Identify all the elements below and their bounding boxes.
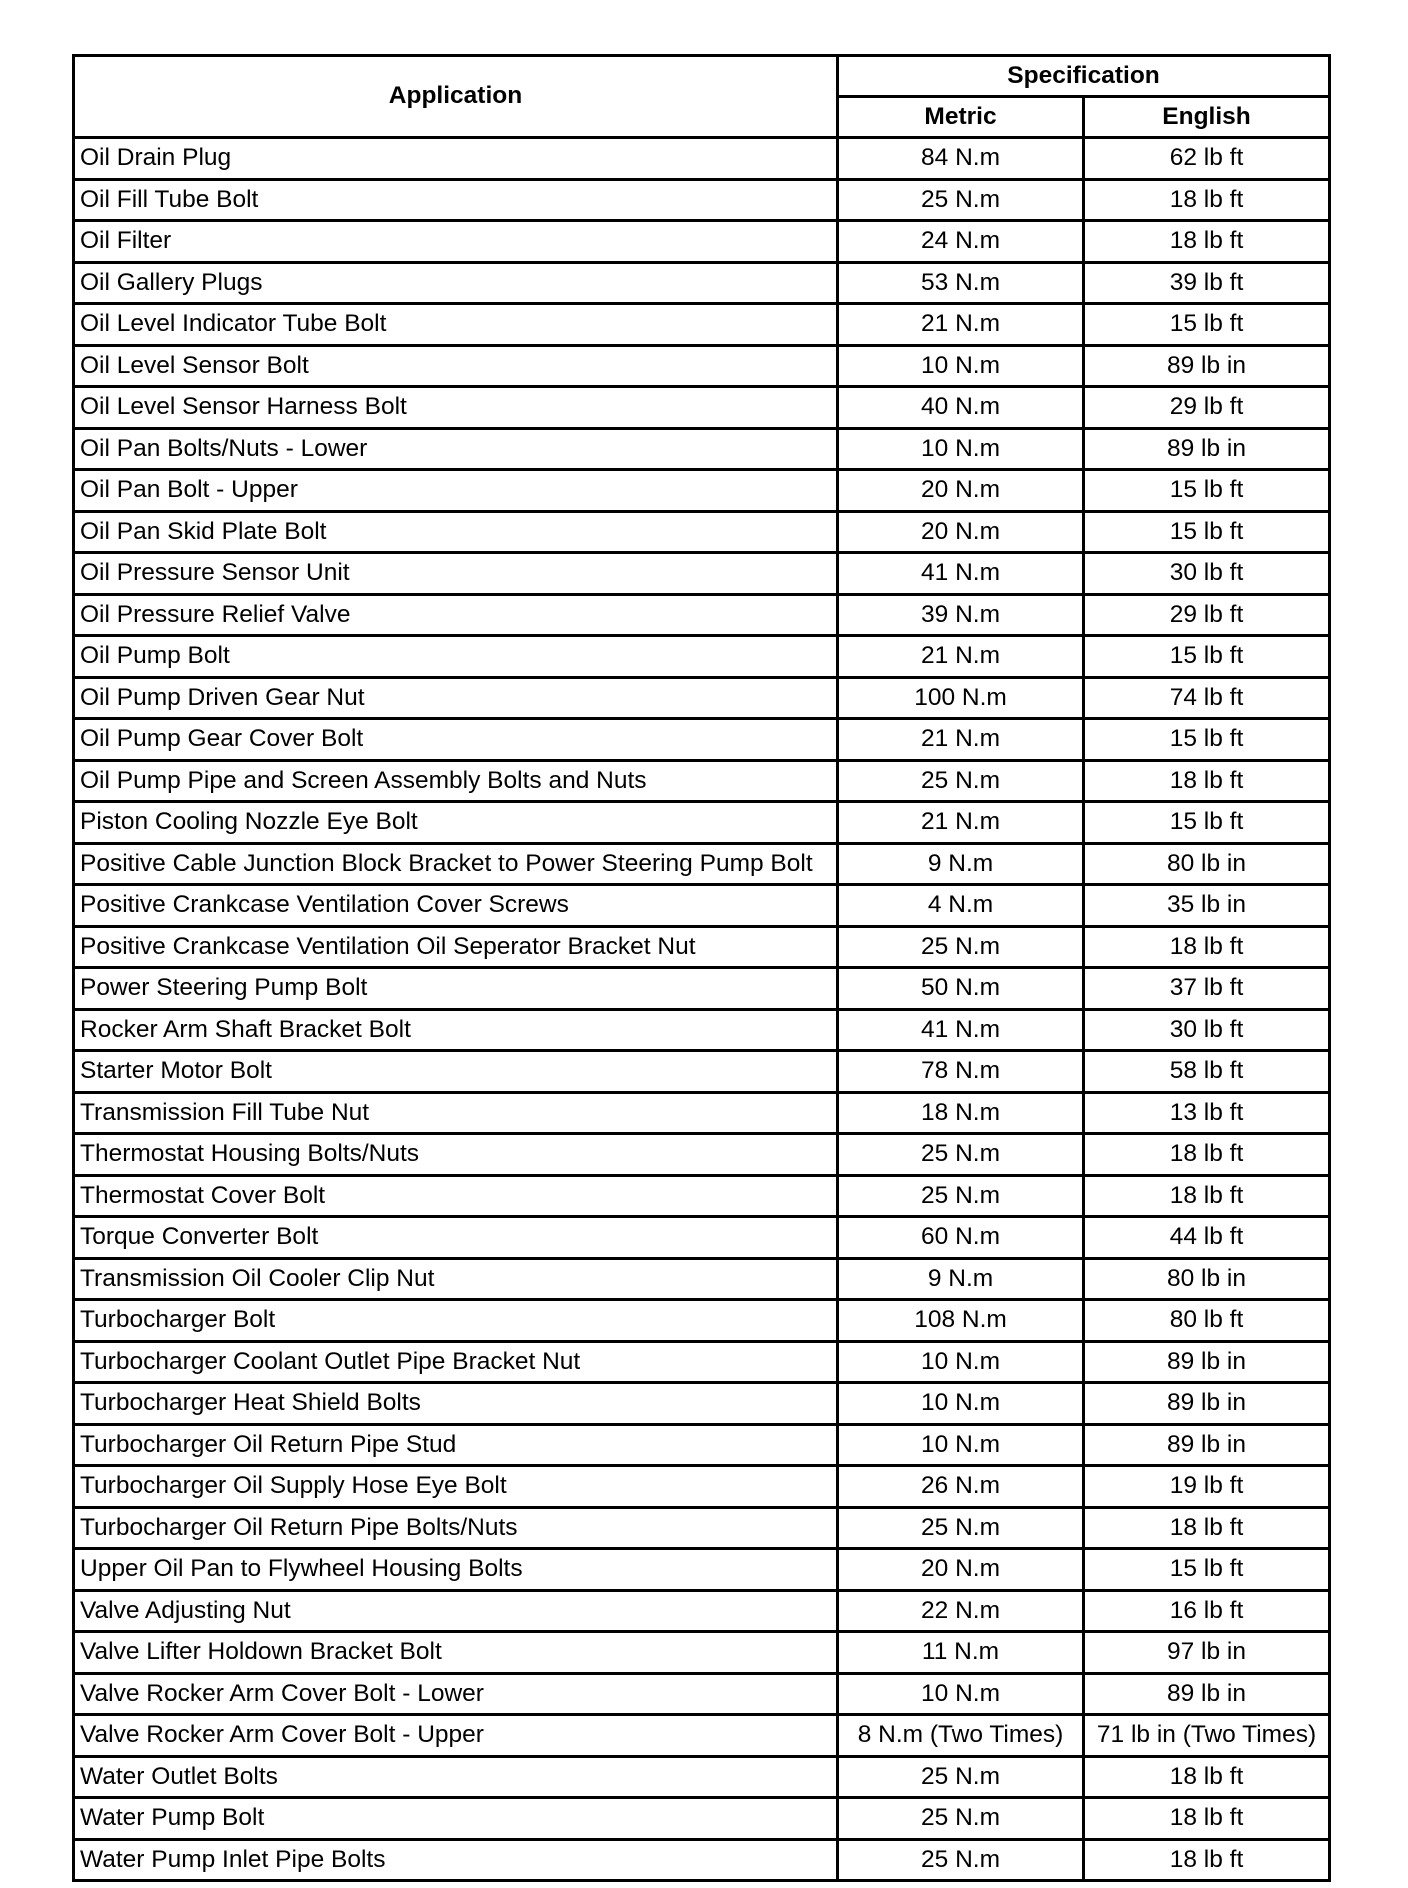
cell-metric: 10 N.m xyxy=(838,1424,1084,1466)
cell-english: 30 lb ft xyxy=(1084,1009,1330,1051)
table-row xyxy=(74,1756,1330,1798)
cell-metric: 4 N.m xyxy=(838,885,1084,927)
cell-english: 18 lb ft xyxy=(1084,221,1330,263)
cell-english: 37 lb ft xyxy=(1084,968,1330,1010)
header-metric: Metric xyxy=(838,97,1084,138)
cell-application: Turbocharger Bolt xyxy=(74,1300,838,1342)
table-row xyxy=(74,1009,1330,1051)
cell-english: 62 lb ft xyxy=(1084,138,1330,180)
table-row xyxy=(74,1341,1330,1383)
cell-english: 15 lb ft xyxy=(1084,470,1330,512)
cell-english: 18 lb ft xyxy=(1084,1175,1330,1217)
table-header xyxy=(74,56,1330,138)
cell-metric: 25 N.m xyxy=(838,1507,1084,1549)
cell-application: Valve Rocker Arm Cover Bolt - Upper xyxy=(74,1715,838,1757)
cell-metric: 25 N.m xyxy=(838,1756,1084,1798)
cell-metric: 25 N.m xyxy=(838,1175,1084,1217)
header-specification: Specification xyxy=(838,56,1330,97)
cell-english: 18 lb ft xyxy=(1084,1134,1330,1176)
cell-metric: 10 N.m xyxy=(838,345,1084,387)
cell-english: 18 lb ft xyxy=(1084,1756,1330,1798)
cell-metric: 24 N.m xyxy=(838,221,1084,263)
table-row xyxy=(74,1632,1330,1674)
cell-metric: 20 N.m xyxy=(838,1549,1084,1591)
table-row xyxy=(74,1549,1330,1591)
cell-application: Oil Level Indicator Tube Bolt xyxy=(74,304,838,346)
cell-application: Transmission Oil Cooler Clip Nut xyxy=(74,1258,838,1300)
cell-english: 19 lb ft xyxy=(1084,1466,1330,1508)
cell-application: Positive Cable Junction Block Bracket to Power Steering Pump Bolt xyxy=(74,843,838,885)
cell-metric: 25 N.m xyxy=(838,1798,1084,1840)
table-row xyxy=(74,677,1330,719)
cell-english: 39 lb ft xyxy=(1084,262,1330,304)
cell-metric: 22 N.m xyxy=(838,1590,1084,1632)
cell-metric: 20 N.m xyxy=(838,511,1084,553)
cell-metric: 25 N.m xyxy=(838,1839,1084,1881)
cell-application: Thermostat Cover Bolt xyxy=(74,1175,838,1217)
cell-metric: 39 N.m xyxy=(838,594,1084,636)
cell-application: Piston Cooling Nozzle Eye Bolt xyxy=(74,802,838,844)
cell-metric: 25 N.m xyxy=(838,760,1084,802)
cell-metric: 10 N.m xyxy=(838,1383,1084,1425)
table-row xyxy=(74,1424,1330,1466)
cell-english: 15 lb ft xyxy=(1084,636,1330,678)
table-row xyxy=(74,553,1330,595)
cell-application: Water Pump Inlet Pipe Bolts xyxy=(74,1839,838,1881)
cell-english: 29 lb ft xyxy=(1084,387,1330,429)
cell-english: 18 lb ft xyxy=(1084,926,1330,968)
cell-english: 18 lb ft xyxy=(1084,1798,1330,1840)
cell-application: Oil Pump Pipe and Screen Assembly Bolts and Nuts xyxy=(74,760,838,802)
cell-application: Rocker Arm Shaft Bracket Bolt xyxy=(74,1009,838,1051)
cell-application: Turbocharger Coolant Outlet Pipe Bracket Nut xyxy=(74,1341,838,1383)
cell-application: Oil Drain Plug xyxy=(74,138,838,180)
table-row xyxy=(74,1590,1330,1632)
cell-english: 15 lb ft xyxy=(1084,719,1330,761)
cell-application: Positive Crankcase Ventilation Cover Screws xyxy=(74,885,838,927)
cell-application: Turbocharger Oil Supply Hose Eye Bolt xyxy=(74,1466,838,1508)
cell-english: 89 lb in xyxy=(1084,1383,1330,1425)
cell-application: Oil Pressure Relief Valve xyxy=(74,594,838,636)
table-row xyxy=(74,428,1330,470)
cell-english: 44 lb ft xyxy=(1084,1217,1330,1259)
cell-metric: 40 N.m xyxy=(838,387,1084,429)
cell-application: Oil Gallery Plugs xyxy=(74,262,838,304)
cell-application: Turbocharger Oil Return Pipe Bolts/Nuts xyxy=(74,1507,838,1549)
table-row xyxy=(74,1507,1330,1549)
table-row xyxy=(74,1798,1330,1840)
cell-english: 18 lb ft xyxy=(1084,760,1330,802)
cell-metric: 11 N.m xyxy=(838,1632,1084,1674)
cell-metric: 18 N.m xyxy=(838,1092,1084,1134)
cell-metric: 9 N.m xyxy=(838,843,1084,885)
cell-english: 80 lb ft xyxy=(1084,1300,1330,1342)
cell-english: 80 lb in xyxy=(1084,1258,1330,1300)
table-row xyxy=(74,304,1330,346)
table-row xyxy=(74,1673,1330,1715)
cell-english: 71 lb in (Two Times) xyxy=(1084,1715,1330,1757)
cell-english: 15 lb ft xyxy=(1084,802,1330,844)
cell-metric: 10 N.m xyxy=(838,1673,1084,1715)
cell-application: Turbocharger Oil Return Pipe Stud xyxy=(74,1424,838,1466)
cell-application: Oil Level Sensor Harness Bolt xyxy=(74,387,838,429)
table-row xyxy=(74,1258,1330,1300)
cell-metric: 21 N.m xyxy=(838,304,1084,346)
table-row xyxy=(74,511,1330,553)
table-row xyxy=(74,719,1330,761)
table-row xyxy=(74,1715,1330,1757)
cell-application: Oil Pump Gear Cover Bolt xyxy=(74,719,838,761)
cell-metric: 21 N.m xyxy=(838,636,1084,678)
table-row xyxy=(74,926,1330,968)
cell-application: Oil Pan Bolt - Upper xyxy=(74,470,838,512)
cell-application: Positive Crankcase Ventilation Oil Seperator Bracket Nut xyxy=(74,926,838,968)
table-row xyxy=(74,345,1330,387)
cell-application: Water Pump Bolt xyxy=(74,1798,838,1840)
table-row xyxy=(74,843,1330,885)
table-row xyxy=(74,221,1330,263)
cell-application: Oil Level Sensor Bolt xyxy=(74,345,838,387)
cell-application: Oil Pan Skid Plate Bolt xyxy=(74,511,838,553)
cell-metric: 25 N.m xyxy=(838,179,1084,221)
cell-metric: 100 N.m xyxy=(838,677,1084,719)
torque-spec-table xyxy=(72,54,1331,1882)
cell-metric: 41 N.m xyxy=(838,1009,1084,1051)
cell-application: Oil Pump Bolt xyxy=(74,636,838,678)
table-row xyxy=(74,1300,1330,1342)
cell-application: Oil Pump Driven Gear Nut xyxy=(74,677,838,719)
cell-metric: 50 N.m xyxy=(838,968,1084,1010)
cell-english: 89 lb in xyxy=(1084,1424,1330,1466)
cell-metric: 60 N.m xyxy=(838,1217,1084,1259)
cell-english: 16 lb ft xyxy=(1084,1590,1330,1632)
table-row xyxy=(74,262,1330,304)
table-row xyxy=(74,760,1330,802)
header-application: Application xyxy=(74,56,838,138)
cell-application: Water Outlet Bolts xyxy=(74,1756,838,1798)
cell-metric: 108 N.m xyxy=(838,1300,1084,1342)
cell-english: 18 lb ft xyxy=(1084,1507,1330,1549)
cell-application: Torque Converter Bolt xyxy=(74,1217,838,1259)
cell-english: 15 lb ft xyxy=(1084,304,1330,346)
cell-english: 29 lb ft xyxy=(1084,594,1330,636)
cell-metric: 25 N.m xyxy=(838,1134,1084,1176)
cell-english: 35 lb in xyxy=(1084,885,1330,927)
cell-metric: 21 N.m xyxy=(838,719,1084,761)
table-row xyxy=(74,636,1330,678)
cell-metric: 41 N.m xyxy=(838,553,1084,595)
cell-metric: 78 N.m xyxy=(838,1051,1084,1093)
table-row xyxy=(74,1839,1330,1881)
cell-metric: 53 N.m xyxy=(838,262,1084,304)
cell-application: Valve Adjusting Nut xyxy=(74,1590,838,1632)
table-row xyxy=(74,179,1330,221)
table-row xyxy=(74,1383,1330,1425)
cell-english: 89 lb in xyxy=(1084,1341,1330,1383)
cell-english: 15 lb ft xyxy=(1084,1549,1330,1591)
cell-english: 15 lb ft xyxy=(1084,511,1330,553)
table-row xyxy=(74,1175,1330,1217)
table-row xyxy=(74,802,1330,844)
cell-application: Oil Filter xyxy=(74,221,838,263)
cell-metric: 10 N.m xyxy=(838,1341,1084,1383)
cell-english: 89 lb in xyxy=(1084,428,1330,470)
cell-english: 80 lb in xyxy=(1084,843,1330,885)
table-row xyxy=(74,1092,1330,1134)
cell-metric: 8 N.m (Two Times) xyxy=(838,1715,1084,1757)
cell-application: Transmission Fill Tube Nut xyxy=(74,1092,838,1134)
cell-metric: 26 N.m xyxy=(838,1466,1084,1508)
table-row xyxy=(74,1134,1330,1176)
cell-english: 13 lb ft xyxy=(1084,1092,1330,1134)
cell-english: 74 lb ft xyxy=(1084,677,1330,719)
table-row xyxy=(74,470,1330,512)
cell-application: Thermostat Housing Bolts/Nuts xyxy=(74,1134,838,1176)
cell-english: 89 lb in xyxy=(1084,345,1330,387)
cell-application: Starter Motor Bolt xyxy=(74,1051,838,1093)
cell-english: 30 lb ft xyxy=(1084,553,1330,595)
cell-application: Power Steering Pump Bolt xyxy=(74,968,838,1010)
cell-application: Upper Oil Pan to Flywheel Housing Bolts xyxy=(74,1549,838,1591)
header-english: English xyxy=(1084,97,1330,138)
cell-application: Turbocharger Heat Shield Bolts xyxy=(74,1383,838,1425)
cell-application: Valve Lifter Holdown Bracket Bolt xyxy=(74,1632,838,1674)
table-row xyxy=(74,1466,1330,1508)
cell-metric: 9 N.m xyxy=(838,1258,1084,1300)
cell-application: Oil Pan Bolts/Nuts - Lower xyxy=(74,428,838,470)
cell-application: Oil Fill Tube Bolt xyxy=(74,179,838,221)
cell-english: 18 lb ft xyxy=(1084,179,1330,221)
cell-english: 89 lb in xyxy=(1084,1673,1330,1715)
cell-english: 97 lb in xyxy=(1084,1632,1330,1674)
cell-english: 18 lb ft xyxy=(1084,1839,1330,1881)
table-row xyxy=(74,968,1330,1010)
table-row xyxy=(74,138,1330,180)
cell-metric: 25 N.m xyxy=(838,926,1084,968)
table-body xyxy=(74,138,1330,1881)
header-row-top xyxy=(74,56,1330,97)
table-row xyxy=(74,1051,1330,1093)
cell-metric: 84 N.m xyxy=(838,138,1084,180)
table-row xyxy=(74,885,1330,927)
cell-metric: 20 N.m xyxy=(838,470,1084,512)
cell-application: Oil Pressure Sensor Unit xyxy=(74,553,838,595)
cell-application: Valve Rocker Arm Cover Bolt - Lower xyxy=(74,1673,838,1715)
table-row xyxy=(74,594,1330,636)
table-row xyxy=(74,1217,1330,1259)
cell-english: 58 lb ft xyxy=(1084,1051,1330,1093)
cell-metric: 10 N.m xyxy=(838,428,1084,470)
cell-metric: 21 N.m xyxy=(838,802,1084,844)
table-row xyxy=(74,387,1330,429)
